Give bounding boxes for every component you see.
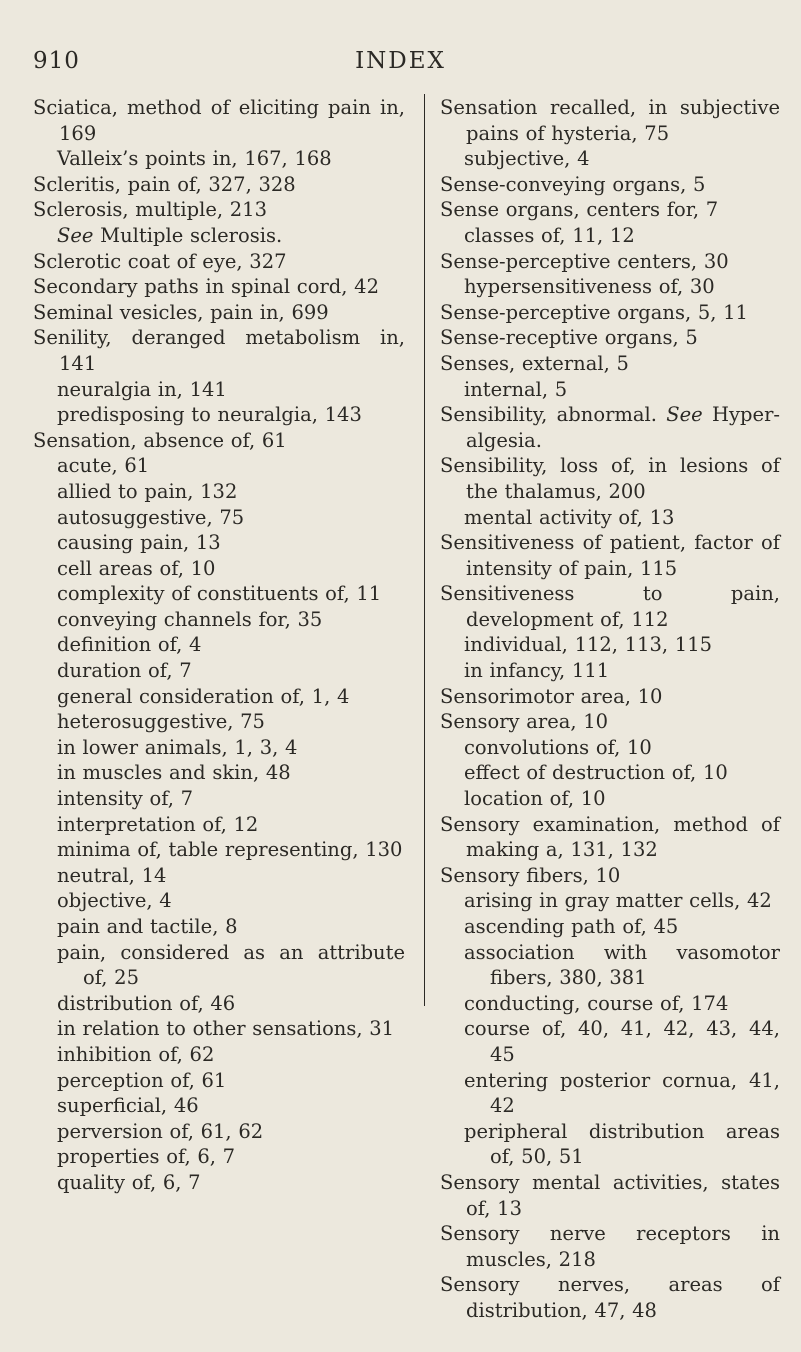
- index-subentry: location of, 10: [464, 787, 606, 811]
- index-subentry: hypersensitiveness of, 30: [464, 275, 715, 299]
- index-subentry: convolutions of, 10: [464, 735, 652, 759]
- index-subentry: association with vasomotor fibers, 380, 381: [464, 940, 780, 990]
- page-number: 910: [33, 48, 80, 74]
- index-entry: Sensitiveness of patient, factor of intensity of pain, 115: [440, 531, 780, 580]
- index-entry: Secondary paths in spinal cord, 42: [33, 275, 379, 299]
- index-entry: Sense-perceptive centers, 30: [440, 249, 729, 273]
- index-subentry: duration of, 7: [57, 659, 192, 683]
- index-entry: Sense-conveying organs, 5: [440, 172, 706, 196]
- right-index-column: [440, 95, 780, 1324]
- index-subentry: autosuggestive, 75: [57, 505, 245, 529]
- index-subentry: course of, 40, 41, 42, 43, 44, 45: [464, 1017, 780, 1066]
- index-subentry: objective, 4: [57, 889, 172, 913]
- index-subentry: in lower animals, 1, 3, 4: [57, 735, 298, 759]
- index-subentry: conveying channels for, 35: [57, 607, 323, 631]
- index-subentry: entering posterior cornua, 41, 42: [464, 1068, 780, 1118]
- index-subentry: effect of destruction of, 10: [464, 761, 728, 785]
- index-subentry: in muscles and skin, 48: [57, 761, 291, 785]
- index-entry: Sense-perceptive organs, 5, 11: [440, 300, 748, 324]
- index-subentry: internal, 5: [464, 377, 568, 401]
- index-entry: Sensory nerve receptors in muscles, 218: [440, 1222, 780, 1271]
- index-subentry: distribution of, 46: [57, 991, 236, 1015]
- index-entry: Sensibility, abnormal. See Hyper-algesia.: [440, 403, 780, 452]
- left-index-column: [33, 95, 405, 1196]
- index-entry: Sensory mental activities, states of, 13: [440, 1170, 780, 1220]
- index-subentry: in infancy, 111: [464, 659, 610, 683]
- index-entry: Sense organs, centers for, 7: [440, 198, 719, 222]
- index-subentry: properties of, 6, 7: [57, 1145, 236, 1169]
- index-entry: Seminal vesicles, pain in, 699: [33, 300, 329, 324]
- index-subentry: Valleix’s points in, 167, 168: [57, 147, 332, 171]
- index-entry: Sclerotic coat of eye, 327: [33, 249, 287, 273]
- index-subentry: perversion of, 61, 62: [57, 1119, 264, 1143]
- index-subentry: quality of, 6, 7: [57, 1170, 201, 1194]
- index-subentry: minima of, table representing, 130: [57, 838, 403, 862]
- index-entry: Sense-receptive organs, 5: [440, 326, 698, 350]
- index-subentry: mental activity of, 13: [464, 505, 675, 529]
- index-entry: Sclerosis, multiple, 213: [33, 198, 268, 222]
- index-subentry: arising in gray matter cells, 42: [464, 889, 772, 913]
- index-subentry: peripheral distribution areas of, 50, 51: [464, 1119, 780, 1169]
- index-entry: Sensitiveness to pain, development of, 112: [440, 582, 780, 631]
- index-entry: Sensibility, loss of, in lesions of the thalamus, 200: [440, 454, 780, 503]
- index-subentry: predisposing to neuralgia, 143: [57, 403, 362, 427]
- page-title: INDEX: [355, 48, 446, 74]
- index-entry: Senility, deranged metabolism in, 141: [33, 326, 405, 375]
- index-subentry: individual, 112, 113, 115: [464, 633, 713, 657]
- index-subentry: neuralgia in, 141: [57, 377, 227, 401]
- index-subentry: in relation to other sensations, 31: [57, 1017, 395, 1041]
- index-entry: Scleritis, pain of, 327, 328: [33, 172, 296, 196]
- index-subentry: ascending path of, 45: [464, 915, 679, 938]
- index-entry: Sensory area, 10: [440, 710, 609, 734]
- index-subentry: subjective, 4: [464, 147, 590, 171]
- index-entry: Sensory fibers, 10: [440, 863, 621, 887]
- index-subentry: interpretation of, 12: [57, 812, 259, 836]
- index-subentry: See Multiple sclerosis.: [57, 223, 283, 247]
- index-entry: Sensory examination, method of making a, 131, 132: [440, 812, 780, 862]
- index-subentry: pain, considered as an attribute of, 25: [57, 940, 405, 990]
- index-subentry: causing pain, 13: [57, 531, 221, 555]
- index-subentry: superficial, 46: [57, 1094, 199, 1118]
- index-subentry: heterosuggestive, 75: [57, 710, 265, 734]
- index-subentry: inhibition of, 62: [57, 1042, 215, 1066]
- index-subentry: acute, 61: [57, 454, 150, 478]
- index-subentry: cell areas of, 10: [57, 556, 216, 580]
- index-subentry: intensity of, 7: [57, 787, 194, 811]
- column-divider: [424, 94, 425, 1006]
- index-entry: Senses, external, 5: [440, 351, 629, 375]
- index-subentry: neutral, 14: [57, 863, 167, 887]
- index-subentry: perception of, 61: [57, 1068, 227, 1092]
- index-entry: Sensory nerves, areas of distribution, 47, 48: [440, 1273, 780, 1322]
- index-entry: Sensation, absence of, 61: [33, 428, 287, 452]
- index-entry: Sensorimotor area, 10: [440, 684, 663, 708]
- index-subentry: conducting, course of, 174: [464, 991, 729, 1015]
- index-entry: Sciatica, method of eliciting pain in, 169: [33, 96, 405, 145]
- index-entry: Sensation recalled, in subjective pains of hysteria, 75: [440, 96, 780, 145]
- index-subentry: pain and tactile, 8: [57, 915, 238, 938]
- index-subentry: classes of, 11, 12: [464, 223, 635, 247]
- index-subentry: general consideration of, 1, 4: [57, 684, 350, 708]
- index-subentry: complexity of constituents of, 11: [57, 582, 382, 606]
- page-header: [0, 48, 801, 82]
- index-subentry: definition of, 4: [57, 633, 202, 657]
- index-subentry: allied to pain, 132: [57, 479, 238, 503]
